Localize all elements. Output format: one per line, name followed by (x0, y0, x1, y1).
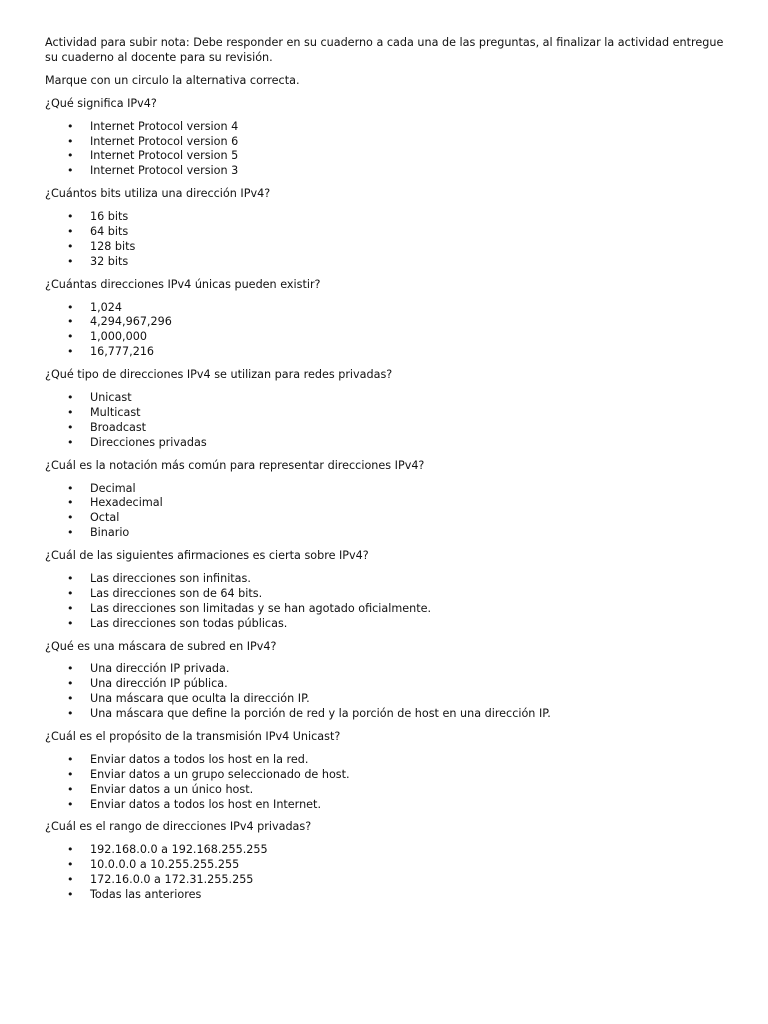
option-text: 16 bits (90, 210, 129, 224)
question-block (45, 97, 728, 179)
option-text: Broadcast (90, 420, 147, 434)
option-item (45, 768, 728, 783)
bullet-icon: • (67, 315, 74, 329)
option-item (45, 572, 728, 587)
option-text: Internet Protocol version 6 (90, 134, 239, 148)
bullet-icon: • (67, 119, 74, 133)
option-text: Multicast (90, 405, 141, 419)
option-item (45, 149, 728, 164)
bullet-icon: • (67, 677, 74, 691)
options-list (45, 120, 728, 180)
intro-paragraph: Actividad para subir nota: Debe responder en su cuaderno a cada una de las preguntas, al finalizar la actividad entregue su cuaderno al docente para su revisión. (45, 36, 724, 64)
option-item (45, 526, 728, 541)
option-text: Las direcciones son infinitas. (90, 571, 251, 585)
option-text: 32 bits (90, 254, 129, 268)
question-block (45, 459, 728, 541)
bullet-icon: • (67, 843, 74, 857)
bullet-icon: • (67, 345, 74, 359)
options-list (45, 391, 728, 451)
option-text: Las direcciones son todas públicas. (90, 616, 288, 630)
option-text: Una dirección IP privada. (90, 662, 230, 676)
question-block (45, 820, 728, 902)
option-item (45, 482, 728, 497)
bullet-icon: • (67, 571, 74, 585)
option-item (45, 496, 728, 511)
option-item (45, 210, 728, 225)
option-item (45, 783, 728, 798)
option-text: Enviar datos a todos los host en la red. (90, 752, 309, 766)
bullet-icon: • (67, 692, 74, 706)
option-item (45, 753, 728, 768)
bullet-icon: • (67, 254, 74, 268)
option-item (45, 873, 728, 888)
option-item (45, 587, 728, 602)
question-text: ¿Qué tipo de direcciones IPv4 se utilizan para redes privadas? (45, 368, 393, 382)
option-text: Direcciones privadas (90, 435, 207, 449)
bullet-icon: • (67, 134, 74, 148)
option-item (45, 421, 728, 436)
question-text: ¿Cuál es la notación más común para representar direcciones IPv4? (45, 458, 425, 472)
option-text: 128 bits (90, 239, 136, 253)
option-text: Las direcciones son limitadas y se han agotado oficialmente. (90, 601, 432, 615)
bullet-icon: • (67, 752, 74, 766)
bullet-icon: • (67, 300, 74, 314)
options-list (45, 843, 728, 903)
bullet-icon: • (67, 586, 74, 600)
question-text: ¿Qué significa IPv4? (45, 96, 157, 110)
option-text: Hexadecimal (90, 496, 163, 510)
option-text: Binario (90, 526, 130, 540)
option-item (45, 617, 728, 632)
option-text: 16,777,216 (90, 345, 155, 359)
option-text: 1,000,000 (90, 330, 147, 344)
option-item (45, 406, 728, 421)
option-item (45, 602, 728, 617)
option-item (45, 662, 728, 677)
option-text: 64 bits (90, 224, 129, 238)
option-item (45, 692, 728, 707)
option-text: 172.16.0.0 a 172.31.255.255 (90, 873, 254, 887)
bullet-icon: • (67, 797, 74, 811)
option-text: Una dirección IP pública. (90, 677, 228, 691)
options-list (45, 482, 728, 542)
question-text: ¿Cuál es el propósito de la transmisión IPv4 Unicast? (45, 730, 341, 743)
options-list (45, 662, 728, 722)
bullet-icon: • (67, 481, 74, 495)
option-item (45, 315, 728, 330)
option-item (45, 707, 728, 722)
option-text: Una máscara que oculta la dirección IP. (90, 692, 310, 706)
options-list (45, 753, 728, 813)
question-block (45, 640, 728, 722)
option-text: Todas las anteriores (90, 888, 202, 902)
bullet-icon: • (67, 888, 74, 902)
options-list (45, 301, 728, 361)
option-text: Una máscara que define la porción de red y la porción de host en una dirección IP. (90, 707, 551, 721)
option-item (45, 330, 728, 345)
option-text: Internet Protocol version 3 (90, 164, 239, 178)
options-list (45, 210, 728, 270)
bullet-icon: • (67, 210, 74, 224)
bullet-icon: • (67, 707, 74, 721)
option-item (45, 255, 728, 270)
bullet-icon: • (67, 616, 74, 630)
bullet-icon: • (67, 164, 74, 178)
question-block (45, 368, 728, 450)
bullet-icon: • (67, 782, 74, 796)
question-text: ¿Cuántas direcciones IPv4 únicas pueden existir? (45, 277, 321, 291)
question-text: ¿Cuántos bits utiliza una dirección IPv4? (45, 187, 271, 201)
bullet-icon: • (67, 405, 74, 419)
bullet-icon: • (67, 662, 74, 676)
instruction-paragraph: Marque con un circulo la alternativa correcta. (45, 73, 300, 87)
option-text: Decimal (90, 481, 136, 495)
bullet-icon: • (67, 149, 74, 163)
bullet-icon: • (67, 496, 74, 510)
option-item (45, 511, 728, 526)
question-text: ¿Qué es una máscara de subred en IPv4? (45, 639, 277, 653)
bullet-icon: • (67, 873, 74, 887)
option-item (45, 888, 728, 903)
option-item (45, 345, 728, 360)
bullet-icon: • (67, 224, 74, 238)
bullet-icon: • (67, 858, 74, 872)
option-text: 1,024 (90, 300, 123, 314)
bullet-icon: • (67, 526, 74, 540)
bullet-icon: • (67, 601, 74, 615)
option-text: Enviar datos a un único host. (90, 782, 254, 796)
option-text: Unicast (90, 391, 132, 405)
bullet-icon: • (67, 239, 74, 253)
option-item (45, 164, 728, 179)
option-item (45, 677, 728, 692)
question-block (45, 549, 728, 631)
option-text: Enviar datos a todos los host en Internet. (90, 797, 321, 811)
questionnaire (45, 97, 728, 903)
option-item (45, 798, 728, 813)
option-item (45, 225, 728, 240)
question-text: ¿Cuál es el rango de direcciones IPv4 privadas? (45, 820, 312, 834)
bullet-icon: • (67, 330, 74, 344)
question-block (45, 730, 728, 812)
option-item (45, 135, 728, 150)
question-text: ¿Cuál de las siguientes afirmaciones es cierta sobre IPv4? (45, 549, 369, 563)
bullet-icon: • (67, 391, 74, 405)
option-item (45, 240, 728, 255)
bullet-icon: • (67, 511, 74, 525)
option-item (45, 391, 728, 406)
option-text: 10.0.0.0 a 10.255.255.255 (90, 858, 240, 872)
options-list (45, 572, 728, 632)
option-text: Las direcciones son de 64 bits. (90, 586, 263, 600)
option-item (45, 436, 728, 451)
option-text: 4,294,967,296 (90, 315, 172, 329)
option-text: Internet Protocol version 5 (90, 149, 239, 163)
option-text: Internet Protocol version 4 (90, 119, 239, 133)
question-block (45, 187, 728, 269)
option-text: Octal (90, 511, 120, 525)
bullet-icon: • (67, 435, 74, 449)
question-block (45, 278, 728, 360)
option-text: 192.168.0.0 a 192.168.255.255 (90, 843, 268, 857)
option-text: Enviar datos a un grupo seleccionado de host. (90, 767, 350, 781)
option-item (45, 843, 728, 858)
option-item (45, 120, 728, 135)
bullet-icon: • (67, 420, 74, 434)
option-item (45, 301, 728, 316)
option-item (45, 858, 728, 873)
bullet-icon: • (67, 767, 74, 781)
